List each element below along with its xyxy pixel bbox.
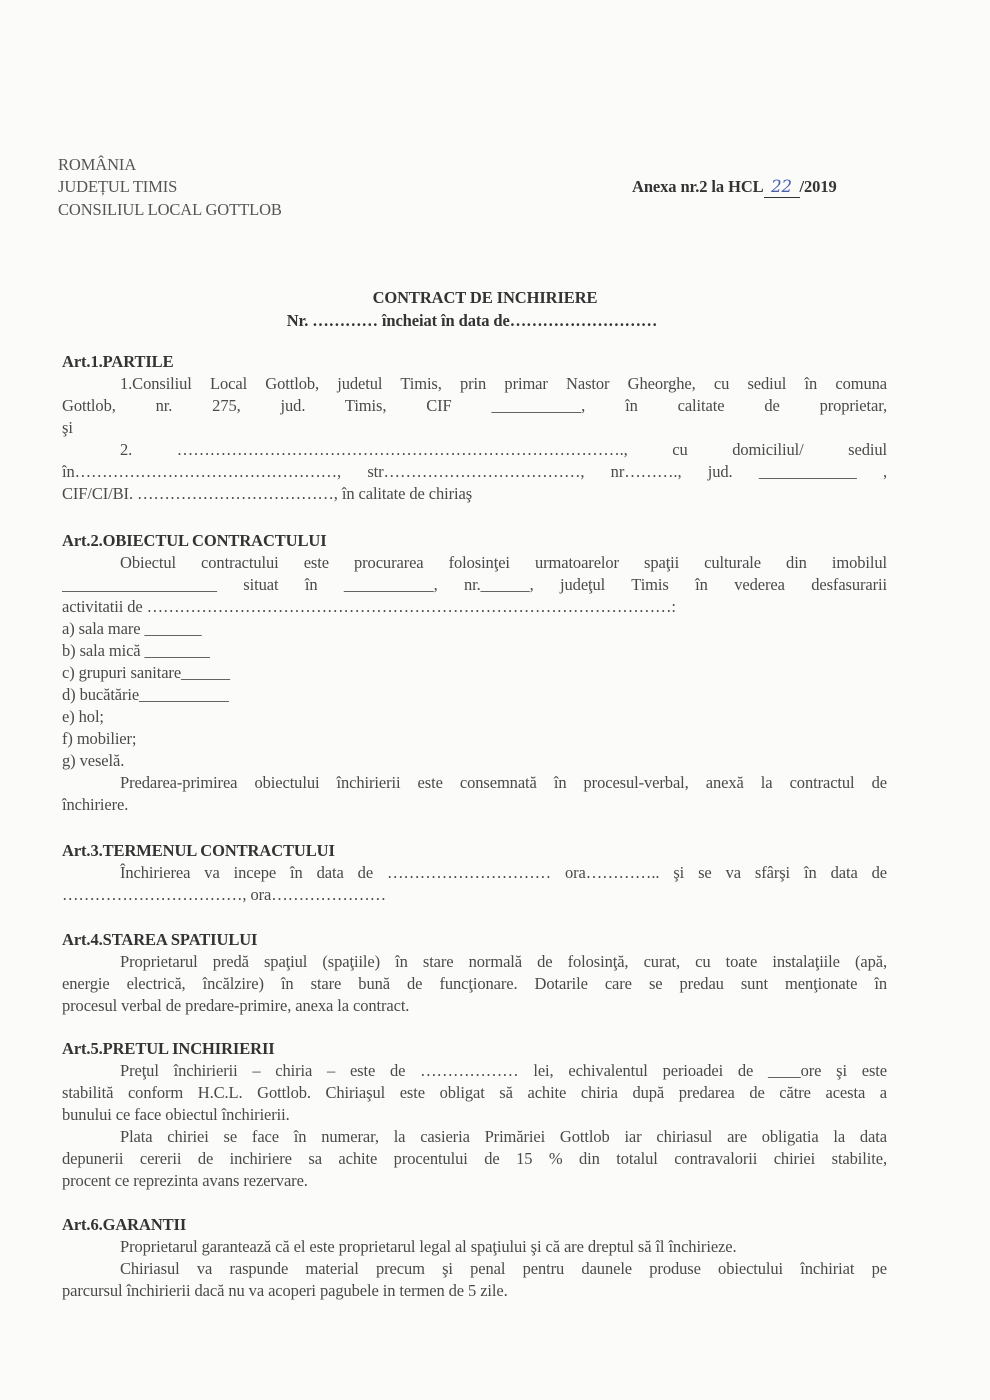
art6-line: Proprietarul garantează că el este proprietarul legal al spaţiului şi că are dreptul să îl închirieze.: [120, 1237, 737, 1256]
annex-number-handwritten: 22: [764, 177, 800, 198]
art1-line: 1.Consiliul Local Gottlob, judetul Timis, prin primar Nastor Gheorghe, cu sediul în comuna: [120, 374, 887, 393]
art2-line: b) sala mică ________: [62, 641, 210, 660]
art5-heading: Art.5.PRETUL INCHIRIERII: [62, 1039, 275, 1058]
art2-line: e) hol;: [62, 707, 104, 726]
art5-line: stabilită conform H.C.L. Gottlob. Chiriaşul este obligat să achite chiria după predarea de către acesta a: [62, 1083, 887, 1102]
header-council: CONSILIUL LOCAL GOTTLOB: [58, 200, 282, 219]
art6-line: parcursul închirierii dacă nu va acoperi pagubele in termen de 5 zile.: [62, 1281, 508, 1300]
art2-line: activitatii de ……………………………………………………………………………………:: [62, 597, 676, 616]
art1-line: şi: [62, 418, 73, 437]
art3-heading: Art.3.TERMENUL CONTRACTULUI: [62, 841, 335, 860]
art5-line: Preţul închirierii – chiria – este de ……………… lei, echivalentul perioadei de ____ore şi este: [120, 1061, 887, 1080]
document-title: CONTRACT DE INCHIRIERE: [372, 288, 598, 307]
art2-line: închiriere.: [62, 795, 129, 814]
art4-line: energie electrică, încălzire) în stare bună de funcţionare. Dotarile care se predau sunt menţionate în: [62, 974, 887, 993]
art2-line: Obiectul contractului este procurarea folosinţei urmatoarelor spaţii culturale din imobilul: [120, 553, 887, 572]
art2-line: f) mobilier;: [62, 729, 137, 748]
art5-line: procent ce reprezinta avans rezervare.: [62, 1171, 308, 1190]
art5-line: Plata chiriei se face în numerar, la casieria Primăriei Gottlob iar chiriasul are obligatia la data: [120, 1127, 887, 1146]
art1-line: CIF/CI/BI. ………………………………, în calitate de chiriaş: [62, 484, 473, 503]
art4-line: Proprietarul predă spaţiul (spaţiile) în stare normală de folosinţă, curat, cu toate instalaţiile (apă,: [120, 952, 887, 971]
art2-line: a) sala mare _______: [62, 619, 202, 638]
art2-line: g) veselă.: [62, 751, 125, 770]
document-subtitle: Nr. ………… încheiat în data de………………………: [286, 311, 658, 330]
header-county: JUDEȚUL TIMIS: [58, 177, 178, 196]
art6-heading: Art.6.GARANTII: [62, 1215, 187, 1234]
art4-heading: Art.4.STAREA SPATIULUI: [62, 930, 258, 949]
art5-line: bunului ce face obiectul închirierii.: [62, 1105, 290, 1124]
art1-line: 2. ………………………………………………………………………., cu domiciliul/ sediul: [120, 440, 887, 459]
art5-line: depunerii cererii de inchiriere sa achite procentului de 15 % din totalul contravalorii chiriei stabilite,: [62, 1149, 887, 1168]
art2-line: ___________________ situat în ___________, nr.______, judeţul Timis în vederea desfasurarii: [62, 575, 887, 594]
art2-line: Predarea-primirea obiectului închirierii este consemnată în procesul-verbal, anexă la contractul de: [120, 773, 887, 792]
annex-reference: [632, 177, 837, 198]
art3-line: ……………………………, ora…………………: [62, 885, 387, 904]
art2-heading: Art.2.OBIECTUL CONTRACTULUI: [62, 531, 327, 550]
annex-year: /2019: [799, 177, 837, 196]
annex-prefix: Anexa nr.2 la HCL: [632, 177, 764, 196]
art3-line: Închirierea va incepe în data de ………………………… ora………….. şi se va sfârşi în data de: [120, 863, 887, 882]
art1-line: Gottlob, nr. 275, jud. Timis, CIF ___________, în calitate de proprietar,: [62, 396, 887, 415]
art1-line: în…………………………………………, str………………………………, nr………., jud. ____________ ,: [62, 462, 887, 481]
header-country: ROMÂNIA: [58, 155, 137, 174]
art6-line: Chiriasul va raspunde material precum şi penal pentru daunele produse obiectului închiriat pe: [120, 1259, 887, 1278]
art4-line: procesul verbal de predare-primire, anexa la contract.: [62, 996, 410, 1015]
art2-line: d) bucătărie___________: [62, 685, 229, 704]
art1-heading: Art.1.PARTILE: [62, 352, 174, 371]
art2-line: c) grupuri sanitare______: [62, 663, 230, 682]
